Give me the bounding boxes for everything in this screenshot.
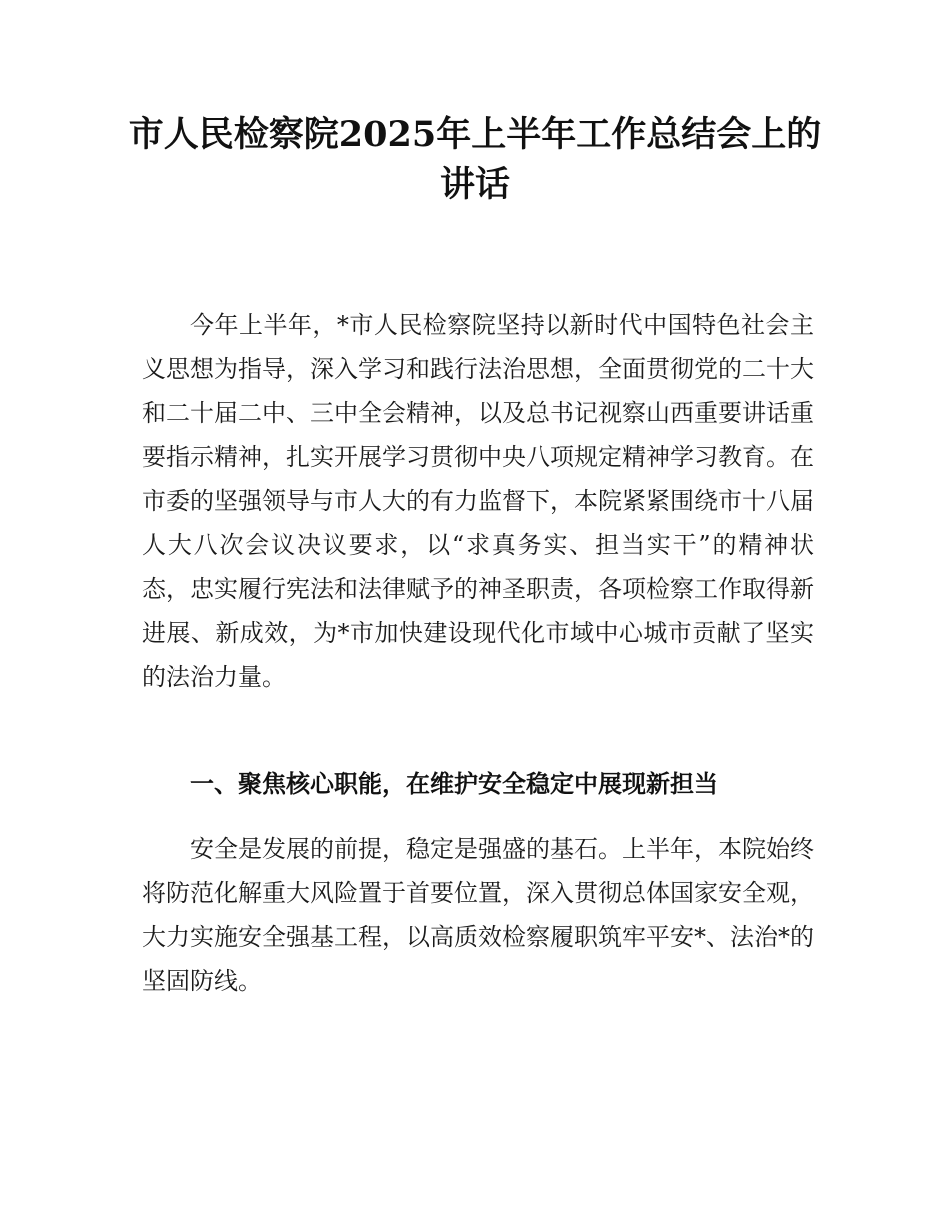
- intro-paragraph: 今年上半年，*市人民检察院坚持以新时代中国特色社会主义思想为指导，深入学习和践行法治思想，全面贯彻党的二十大和二十届二中、三中全会精神，以及总书记视察山西重要讲话重要指示精神，扎实开展学习贯彻中央八项规定精神学习教育。在市委的坚强领导与市人大的有力监督下，本院紧紧围绕市十八届人大八次会议决议要求，以“求真务实、担当实干”的精神状态，忠实履行宪法和法律赋予的神圣职责，各项检察工作取得新进展、新成效，为*市加快建设现代化市域中心城市贡献了坚实的法治力量。: [142, 311, 814, 691]
- section-paragraph: 安全是发展的前提，稳定是强盛的基石。上半年，本院始终将防范化解重大风险置于首要位置，深入贯彻总体国家安全观，大力实施安全强基工程，以高质效检察履职筑牢平安*、法治*的坚固防线。: [142, 835, 814, 995]
- section-heading: 一、聚焦核心职能，在维护安全稳定中展现新担当: [190, 770, 718, 798]
- document-title: 市人民检察院2025年上半年工作总结会上的讲话: [128, 114, 822, 205]
